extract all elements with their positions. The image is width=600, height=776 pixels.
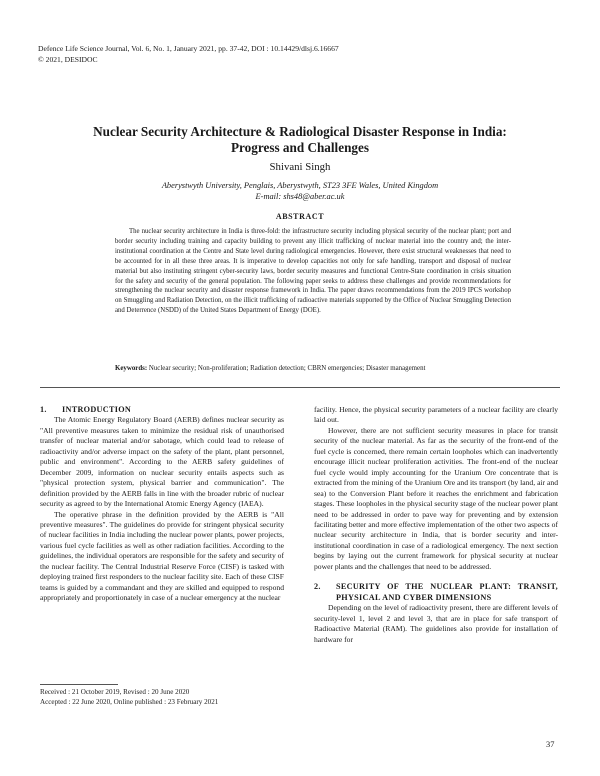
keywords — [115, 364, 511, 373]
keywords-text: Nuclear security; Non-proliferation; Radiation detection; CBRN emergencies; Disaster management — [148, 365, 426, 372]
section-1-heading — [40, 405, 284, 415]
section-2-number: 2. — [314, 582, 321, 592]
submission-dates — [40, 687, 218, 707]
intro-paragraph-2-continued: facility. Hence, the physical security parameters of a nuclear facility are clearly laid out. — [314, 405, 558, 425]
keywords-label: Keywords: — [115, 365, 148, 372]
section-1-number: 1. — [40, 405, 47, 414]
affiliation: Aberystwyth University, Penglais, Aberystwyth, ST23 3FE Wales, United Kingdom — [161, 181, 439, 190]
accepted-published-dates: Accepted : 22 June 2020, Online published : 23 February 2021 — [40, 698, 219, 707]
section-2-paragraph-1: Depending on the level of radioactivity present, there are different levels of security-level 1, level 2 and level 3, that are in place for safe transport of Radioactive Material (RAM). The guidelines also provide for installation of hardware for — [314, 603, 558, 644]
intro-paragraph-3: However, there are not sufficient security measures in place for transit security of the nuclear material. As far as the security of the front-end of the fuel cycle is concerned, there remain certain loopholes which can inadvertently encourage illicit nuclear proliferation activities. The front-end of the nuclear fuel cycle would imply accounting for the Uranium Ore concentrate that is extracted from the mining of the Uranium Ore and its transport (by land, air and sea) to the Conversion Plant before it reaches the enrichment and fabrication stages. These loopholes in the physical security stage of the nuclear power plant need to be addressed in order to pave way for preventing and by extension facilitating better and more effective implementation of the other two aspects of nuclear security architecture in India, that is border security and inter-institutional coordination in case of a radiological emergency. The next section begins by laying out the current framework for physical security at nuclear power plants and the challenges that need to be addressed. — [314, 425, 558, 571]
section-1-title: INTRODUCTION — [62, 405, 132, 414]
footnote-divider — [40, 684, 118, 685]
author-name: Shivani Singh — [269, 161, 331, 173]
journal-header — [38, 44, 339, 65]
author-affiliation-block — [0, 180, 600, 202]
copyright-notice: © 2021, DESIDOC — [38, 54, 98, 64]
section-2-heading — [314, 582, 558, 603]
intro-paragraph-2: The operative phrase in the definition provided by the AERB is "All preventive measures". The guidelines do provide for stringent physical security of nuclear facilities in India including the nuclear power plants, power projects, various fuel cycle facilities as well as other radiation facilities. According to the guidelines, the individual operators are responsible for the safety and security of the nuclear facility. The Central Industrial Reserve Force (CISF) is tasked with deploying trained first responders to the nuclear facility site. Each of these CISF teams is guided by a commandant and they are skilled and equipped to respond appropriately and proportionately in case of a nuclear emergency at the nuclear — [40, 509, 284, 603]
intro-paragraph-1: The Atomic Energy Regulatory Board (AERB) defines nuclear security as "All preventive measures taken to minimize the residual risk of unauthorised transfer of nuclear material and/or sabotage, which could lead to release of radioactivity and/or adverse impact on the safety of the plant, plant personnel, public and environment". According to the AERB safety guidelines of December 2009, information on nuclear security entails aspects such as "physical protection system, physical barrier and communication". The definition provided by the AERB falls in line with the broader rubric of nuclear security as agreed to by the International Atomic Energy Agency (IAEA). — [40, 415, 284, 509]
left-column — [40, 405, 284, 604]
received-revised-dates: Received : 21 October 2019, Revised : 20 June 2020 — [40, 688, 190, 696]
right-column — [314, 405, 558, 645]
abstract-text: The nuclear security architecture in India is three-fold: the infrastructure security including physical security of the nuclear plant; port and border security including training and capacity building to prevent any illicit trafficking of nuclear material into the country and; the inter-institutional coordination at the Centre and State level during radiological emergencies. However, there exist structural weaknesses that need to be accounted for in all these three areas. It is imperative to develop capacities not only for safe handling, transport and disposal of nuclear material but also instituting stringent cyber-security laws, border security measures and functional Centre-State coordination in crisis situation for the safety and security of the general population. The following paper seeks to address these challenges and provide recommendations for strengthening the nuclear security and disaster response framework in India. The paper draws recommendations from the 2019 IPCS workshop on Smuggling and Radiation Detection, on the illicit trafficking of radioactive materials supported by the Office of Nuclear Smuggling Detection and Deterrence (NSDD) of the United States Department of Energy (DOE). — [115, 228, 511, 315]
journal-citation: Defence Life Science Journal, Vol. 6, No. 1, January 2021, pp. 37-42, DOI : 10.14429/dlsj.6.16667 — [38, 44, 339, 53]
section-2-title: SECURITY OF THE NUCLEAR PLANT: TRANSIT, PHYSICAL AND CYBER DIMENSIONS — [336, 582, 558, 602]
abstract-heading: ABSTRACT — [275, 212, 325, 221]
author-email: E-mail: shs48@aber.ac.uk — [255, 192, 345, 201]
paper-title-line-2: Progress and Challenges — [231, 140, 369, 155]
abstract-divider — [40, 387, 560, 388]
paper-title — [40, 124, 560, 156]
section-gap — [314, 572, 558, 582]
paper-title-line-1: Nuclear Security Architecture & Radiological Disaster Response in India: — [93, 124, 507, 139]
page-number: 37 — [546, 740, 555, 749]
